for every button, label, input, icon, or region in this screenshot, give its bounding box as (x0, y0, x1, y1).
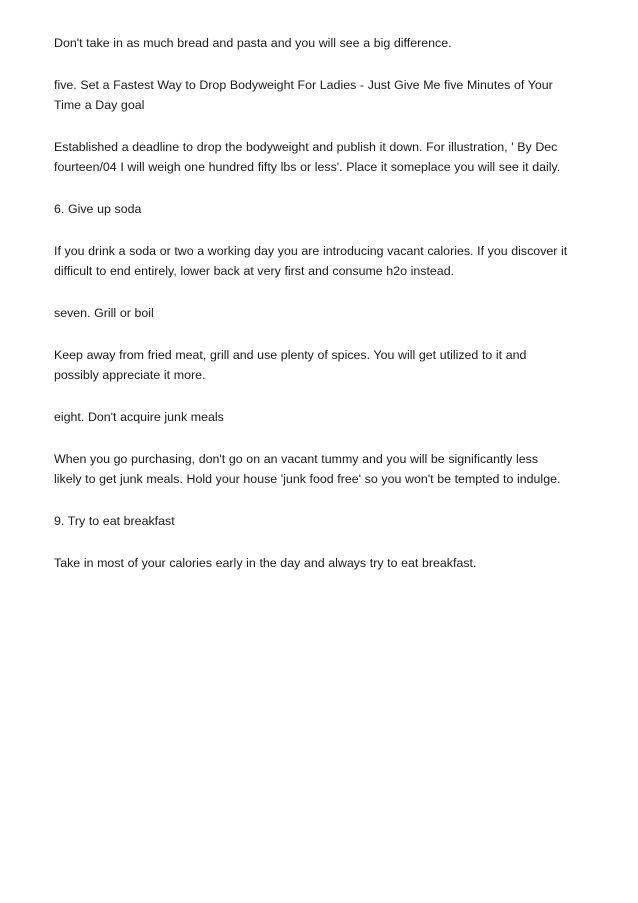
paragraph-line: Take in most of your calories early in the day and always try to eat breakfast. (54, 556, 477, 570)
paragraph-line: 9. Try to eat breakfast (54, 514, 175, 528)
paragraph-line: seven. Grill or boil (54, 306, 154, 320)
paragraph-calories (54, 553, 590, 573)
paragraph-line: likely to get junk meals. Hold your house 'junk food free' so you won't be tempted to indulge. (54, 472, 561, 486)
paragraph-line: eight. Don't acquire junk meals (54, 410, 224, 424)
paragraph-soda (54, 241, 590, 281)
document-body (54, 33, 590, 595)
paragraph-line: 6. Give up soda (54, 202, 142, 216)
paragraph-line: Established a deadline to drop the bodyweight and publish it down. For illustration, ' By Dec (54, 140, 558, 154)
paragraph-line: Keep away from fried meat, grill and use plenty of spices. You will get utilized to it and (54, 348, 527, 362)
heading-junk-meals (54, 407, 590, 427)
paragraph-line: difficult to end entirely, lower back at very first and consume h2o instead. (54, 264, 455, 278)
heading-set-goal (54, 75, 590, 115)
heading-give-up-soda (54, 199, 590, 219)
paragraph-line: If you drink a soda or two a working day you are introducing vacant calories. If you discover it (54, 244, 568, 258)
paragraph-line: When you go purchasing, don't go on an vacant tummy and you will be significantly less (54, 452, 539, 466)
heading-breakfast (54, 511, 590, 531)
paragraph-line: Don't take in as much bread and pasta and you will see a big difference. (54, 36, 452, 50)
paragraph-line: five. Set a Fastest Way to Drop Bodyweight For Ladies - Just Give Me five Minutes of Your (54, 78, 553, 92)
paragraph-line: possibly appreciate it more. (54, 368, 206, 382)
heading-grill-or-boil (54, 303, 590, 323)
paragraph-bread-pasta (54, 33, 590, 53)
paragraph-line: Time a Day goal (54, 98, 145, 112)
paragraph-grill (54, 345, 590, 385)
paragraph-purchasing (54, 449, 590, 489)
paragraph-line: fourteen/04 I will weigh one hundred fifty lbs or less'. Place it someplace you will see it daily. (54, 160, 561, 174)
paragraph-deadline (54, 137, 590, 177)
